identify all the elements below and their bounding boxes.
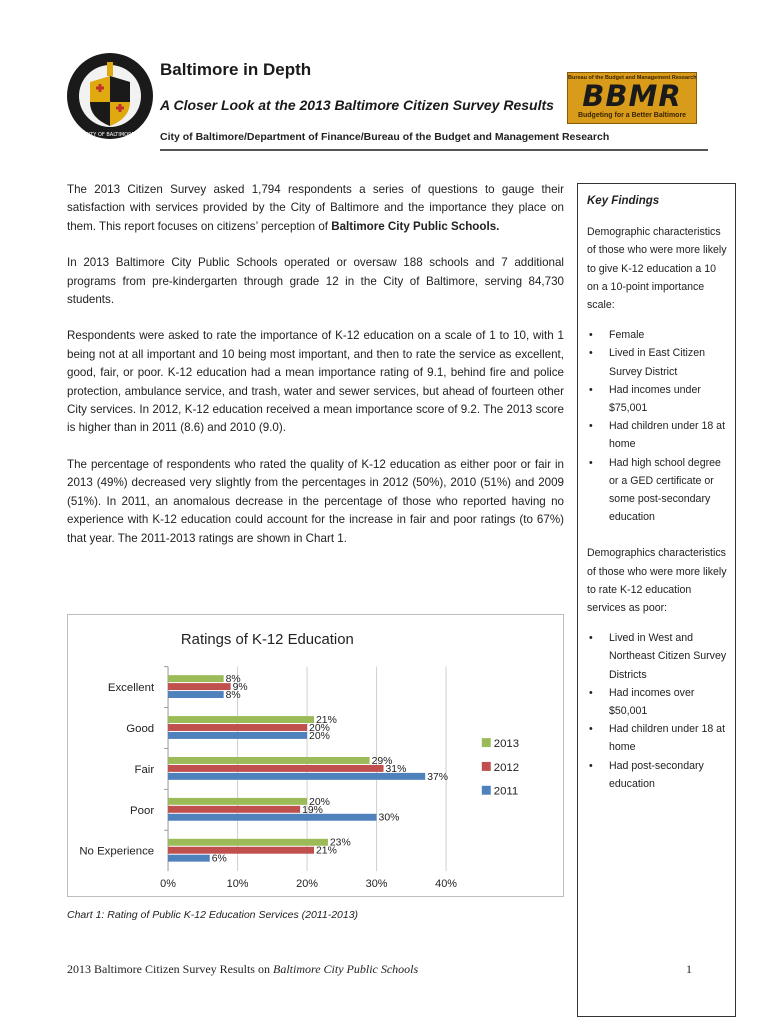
data-label: 31%: [385, 763, 407, 775]
x-tick-label: 10%: [226, 878, 249, 891]
logo-top-text: Bureau of the Budget and Management Research: [568, 75, 697, 81]
legend-label: 2011: [493, 785, 519, 798]
list-item: • Had high school degree or a GED certificate or some post-secondary education: [587, 454, 730, 527]
header-divider: [160, 149, 708, 151]
chart-caption: Chart 1: Rating of Public K-12 Education Services (2011-2013): [67, 909, 359, 921]
legend-label: 2013: [493, 738, 520, 751]
list-item: • Had incomes under $75,001: [587, 381, 730, 417]
bar-2012-poor: [168, 806, 300, 813]
logo-main-text: BBMR: [582, 79, 682, 113]
legend-label: 2012: [493, 761, 520, 774]
key-findings-list-2: [587, 629, 730, 793]
bar-2011-poor: [168, 814, 377, 821]
data-label: 6%: [211, 853, 227, 865]
bbmr-logo: [567, 72, 697, 124]
list-item: • Had children under 18 at home: [587, 720, 730, 756]
key-findings-intro-1: Demographic characteristics of those who were more likely to give K-12 education a 10 on a 10-point importance scale:: [587, 226, 727, 312]
list-item: • Female: [587, 326, 730, 344]
data-label: 8%: [225, 690, 241, 702]
legend-swatch-2011: [482, 786, 491, 795]
page-number: 1: [686, 962, 692, 976]
data-label: 21%: [315, 715, 337, 727]
data-label: 9%: [232, 682, 248, 694]
city-seal: [66, 52, 154, 140]
category-label: Poor: [130, 804, 155, 817]
logo-bottom-text: Budgeting for a Better Baltimore: [577, 112, 687, 119]
bar-2012-fair: [168, 765, 383, 772]
data-label: 8%: [225, 674, 241, 686]
list-item: • Had post-secondary education: [587, 757, 730, 793]
category-label: No Experience: [79, 845, 155, 858]
bar-2013-good: [168, 716, 314, 723]
bar-2013-no-experience: [168, 839, 328, 846]
key-findings-title: Key Findings: [587, 195, 660, 207]
key-findings-box: [577, 183, 736, 1017]
paragraph-importance: Respondents were asked to rate the importance of K-12 education on a scale of 1 to 10, with 1 being not at all important and 10 being most important, and then to rate the service as excellent, good, fair, or poor. K-12 education had a mean importance rating of 9.1, behind fire and police protection, ambulance service, and trash, water and sewer services, but ahead of fourteen other City services. In 2012, K-12 education received a mean importance score of 9.2. The 2013 score is higher than in 2011 (8.6) and 2010 (9.0).: [67, 329, 564, 435]
bar-2011-good: [168, 732, 307, 739]
bar-2012-excellent: [168, 683, 231, 690]
body-text: [67, 181, 564, 566]
svg-text:CITY OF BALTIMORE: CITY OF BALTIMORE: [85, 132, 135, 138]
list-item: • Lived in West and Northeast Citizen Survey Districts: [587, 629, 730, 684]
paragraph-ratings: The percentage of respondents who rated the quality of K-12 education as either poor or fair in 2013 (49%) decreased very slightly from the percentages in 2012 (50%), 2010 (51%) and 2009 (51%). In 2011, an anomalous decrease in the percentage of those who reported having no experience with K-12 education could account for the increase in fair and poor ratings (to 67%) that year. The 2011-2013 ratings are shown in Chart 1.: [67, 457, 564, 545]
bar-2013-poor: [168, 798, 307, 805]
list-item: • Had incomes over $50,001: [587, 684, 730, 720]
bar-2012-good: [168, 724, 307, 731]
k12-ratings-chart: [67, 614, 564, 897]
data-label: 19%: [302, 804, 323, 816]
x-tick-label: 40%: [435, 878, 457, 891]
data-label: 20%: [309, 796, 330, 808]
bar-2012-no-experience: [168, 847, 314, 854]
legend-swatch-2013: [482, 738, 491, 747]
data-label: 30%: [378, 812, 400, 824]
paragraph-intro: The 2013 Citizen Survey asked 1,794 respondents a series of questions to gauge their satisfaction with services provided by the City of Baltimore and the importance they place on them. This report focuses on citizens’ perception of Baltimore City Public Schools.: [67, 183, 564, 233]
category-label: Fair: [134, 763, 155, 776]
x-tick-label: 30%: [365, 878, 388, 891]
category-label: Excellent: [107, 682, 155, 695]
bar-2013-fair: [168, 757, 370, 764]
x-tick-label: 0%: [160, 878, 176, 891]
category-label: Good: [126, 722, 155, 735]
list-item: • Had children under 18 at home: [587, 417, 730, 453]
report-title: Baltimore in Depth: [160, 60, 312, 79]
data-label: 21%: [315, 845, 337, 857]
bar-2011-no-experience: [168, 855, 210, 862]
x-tick-label: 20%: [296, 878, 318, 891]
department-line: City of Baltimore/Department of Finance/Bureau of the Budget and Management Research: [160, 131, 610, 143]
key-findings-intro-2: Demographics characteristics of those who were more likely to rate K-12 education services as poor:: [587, 547, 727, 615]
data-label: 20%: [309, 722, 330, 734]
legend-swatch-2012: [482, 762, 491, 771]
key-findings-list-1: [587, 326, 730, 526]
data-label: 20%: [309, 730, 330, 742]
data-label: 29%: [371, 755, 393, 767]
page-footer: 2013 Baltimore Citizen Survey Results on Baltimore City Public Schools: [67, 962, 419, 976]
data-label: 23%: [329, 837, 351, 849]
paragraph-schools: In 2013 Baltimore City Public Schools operated or oversaw 188 schools and 7 additional programs from pre-kindergarten through grade 12 in the City of Baltimore, serving 84,730 students.: [67, 256, 564, 307]
report-subtitle: A Closer Look at the 2013 Baltimore Citizen Survey Results: [160, 97, 554, 113]
data-label: 37%: [427, 771, 449, 783]
bar-2013-excellent: [168, 675, 224, 682]
chart-title: Ratings of K-12 Education: [180, 631, 354, 648]
bar-2011-excellent: [168, 691, 224, 698]
list-item: • Lived in East Citizen Survey District: [587, 344, 730, 380]
